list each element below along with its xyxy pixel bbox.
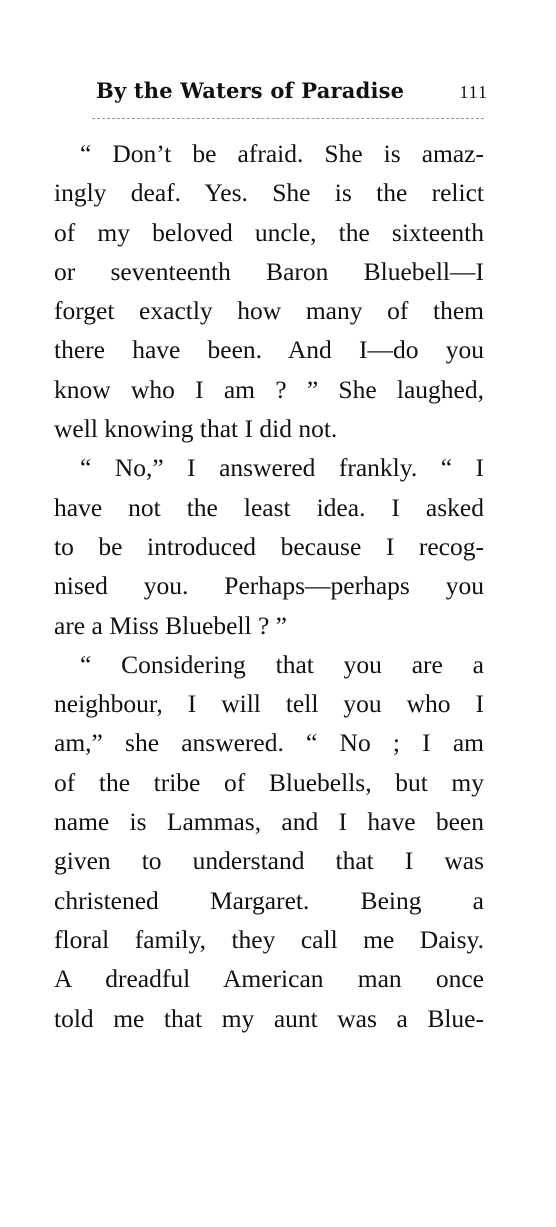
paragraph-3-line-7: christened Margaret. Being a	[54, 885, 484, 915]
paragraph-3-line-10: told me that my aunt was a Blue-	[54, 1003, 484, 1033]
paragraph-3-line-3: am,” she answered. “ No ; I am	[54, 728, 484, 758]
paragraph-3-line-4: of the tribe of Bluebells, but my	[54, 767, 484, 797]
paragraph-1-line-5: forget exactly how many of them	[54, 296, 484, 326]
page-number: 111	[459, 82, 488, 102]
running-title: By the Waters of Paradise	[96, 78, 405, 103]
paragraph-1-line-2: ingly deaf. Yes. She is the relict	[54, 178, 484, 208]
paragraph-2-line-4: nised you. Perhaps—perhaps you	[54, 571, 484, 601]
running-head	[96, 78, 488, 108]
paragraph-1-line-8: well knowing that I did not.	[54, 414, 338, 444]
header-rule	[92, 118, 484, 119]
paragraph-1-line-6: there have been. And I—do you	[54, 335, 484, 365]
paragraph-2-line-1: “ No,” I answered frankly. “ I	[80, 453, 484, 483]
paragraph-2-line-5: are a Miss Bluebell ? ”	[54, 610, 287, 640]
paragraph-2-line-2: have not the least idea. I asked	[54, 492, 484, 522]
paragraph-3-line-1: “ Considering that you are a	[80, 649, 484, 679]
paragraph-1-line-4: or seventeenth Baron Bluebell—I	[54, 256, 484, 286]
paragraph-1-line-7: know who I am ? ” She laughed,	[54, 374, 484, 404]
body-text	[54, 134, 484, 1038]
paragraph-3-line-2: neighbour, I will tell you who I	[54, 689, 484, 719]
paragraph-3-line-9: A dreadful American man once	[54, 964, 484, 994]
paragraph-1-line-3: of my beloved uncle, the sixteenth	[54, 217, 484, 247]
paragraph-2-line-3: to be introduced because I recog-	[54, 531, 484, 561]
paragraph-3-line-5: name is Lammas, and I have been	[54, 807, 484, 837]
paragraph-3-line-6: given to understand that I was	[54, 846, 484, 876]
paragraph-3-line-8: floral family, they call me Daisy.	[54, 924, 484, 954]
paragraph-1-line-1: “ Don’t be afraid. She is amaz-	[80, 139, 484, 168]
